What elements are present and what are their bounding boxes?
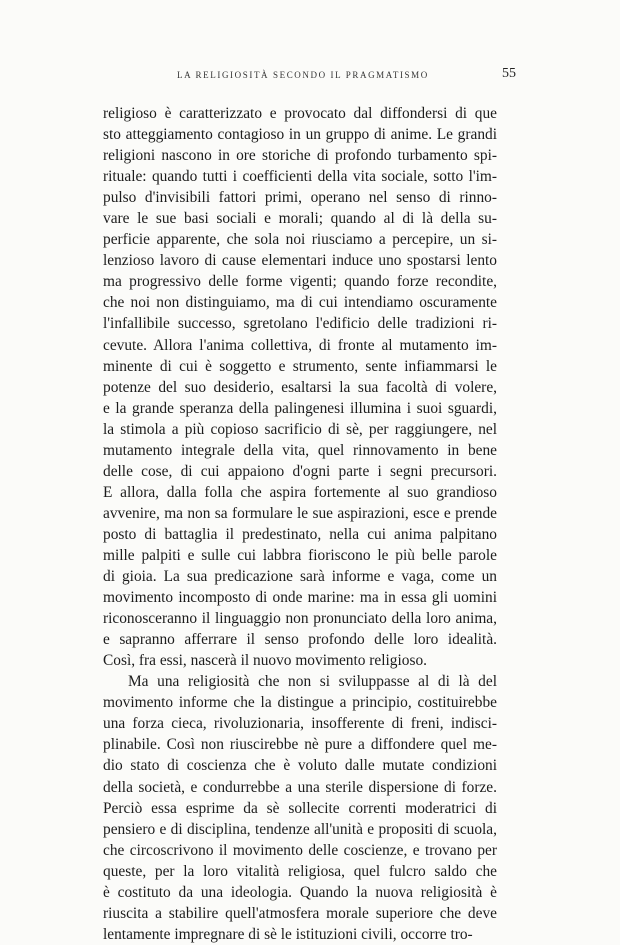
text-line: l'infallibile successo, sgretolano l'edificio delle tradizioni ri- [103, 315, 497, 333]
text-line: e sapranno afferrare il senso profondo delle loro idealità. [103, 631, 497, 649]
text-line: mille palpiti e sulle cui labbra fioriscono le più belle parole [103, 546, 497, 564]
text-line: pulso d'invisibili fattori primi, operano nel senso di rinno- [103, 189, 497, 207]
text-line: rituale: quando tutti i coefficienti della vita sociale, sotto l'im- [103, 168, 497, 186]
text-line: cevute. Allora l'anima collettiva, di fronte al mutamento im- [103, 336, 497, 354]
text-line: una forza cieca, rivoluzionaria, insofferente di freni, indisci- [103, 715, 497, 733]
text-line: movimento informe che la distingue a principio, costituirebbe [103, 694, 497, 712]
text-line: potenze del suo desiderio, esaltarsi la sua facoltà di volere, [103, 378, 497, 396]
text-line: Perciò essa esprime da sè sollecite correnti moderatrici di [103, 799, 497, 817]
text-line: delle cose, di cui appaiono d'ogni parte i segni precursori. [103, 462, 497, 480]
text-line: religioso è caratterizzato e provocato dal diffondersi di que [103, 105, 497, 122]
text-line: lenzioso lavoro di cause elementari induce uno spostarsi lento [103, 252, 497, 270]
text-line: movimento incomposto di onde marine: ma in essa gli uomini [103, 589, 497, 607]
text-line: sto atteggiamento contagioso in un gruppo di anime. Le grandi [103, 126, 497, 144]
text-line: riconosceranno il linguaggio non pronunciato della loro anima, [103, 610, 497, 628]
text-line: E allora, dalla folla che aspira fortemente al suo grandioso [103, 483, 497, 501]
text-line: dio stato di coscienza che è voluto dalle mutate condizioni [103, 757, 497, 775]
text-line: e la grande speranza della palingenesi illumina i suoi sguardi, [103, 399, 497, 417]
text-line: la stimola a più copioso sacrificio di sè, per raggiungere, nel [103, 420, 497, 438]
text-line: che circoscrivono il movimento delle coscienze, e trovano per [103, 841, 497, 859]
text-line: avvenire, ma non sa formulare le sue aspirazioni, esce e prende [103, 504, 497, 522]
text-line: ma progressivo delle forme vigenti; quando forze recondite, [103, 273, 497, 291]
paragraph-2 [103, 671, 497, 945]
text-line: è costituto da una ideologia. Quando la nuova religiosità è [103, 883, 497, 901]
text-line: Ma una religiosità che non si sviluppasse al di là del [128, 673, 497, 691]
text-line: della società, e condurrebbe a una sterile dispersione di forze. [103, 778, 497, 796]
text-line: lentamente impregnare di sè le istituzioni civili, occorre tro- [103, 925, 473, 943]
text-line: Così, fra essi, nascerà il nuovo movimento religioso. [103, 652, 427, 670]
text-line: riuscita a stabilire quell'atmosfera morale superiore che deve [103, 904, 497, 922]
running-title: LA RELIGIOSITÀ SECONDO IL PRAGMATISMO [177, 70, 429, 80]
text-line: posto di battaglia il predestinato, nella cui anima palpitano [103, 525, 497, 543]
page-number: 55 [502, 66, 516, 81]
text-line: vare le sue basi sociali e morali; quando al di là della su- [103, 210, 497, 228]
body-text [103, 103, 497, 945]
text-line: mutamento integrale della vita, quel rinnovamento in bene [103, 441, 497, 459]
text-line: plinabile. Così non riuscirebbe nè pure a diffondere quel me- [103, 736, 497, 754]
page-header [103, 66, 516, 84]
text-line: perficie apparente, che sola noi riusciamo a percepire, un si- [103, 231, 497, 249]
text-line: di gioia. La sua predicazione sarà informe e vaga, come un [103, 568, 497, 586]
text-line: religioni nascono in ore storiche di profondo turbamento spi- [103, 147, 497, 165]
text-line: pensiero e di disciplina, tendenze all'unità e propositi di scuola, [103, 820, 497, 838]
text-line: queste, per la loro vitalità religiosa, quel fulcro saldo che [103, 862, 497, 880]
text-line: minente di cui è soggetto e strumento, sente infiammarsi le [103, 357, 497, 375]
paragraph-1 [103, 103, 497, 671]
text-line: che noi non distinguiamo, ma di cui intendiamo oscuramente [103, 294, 497, 312]
